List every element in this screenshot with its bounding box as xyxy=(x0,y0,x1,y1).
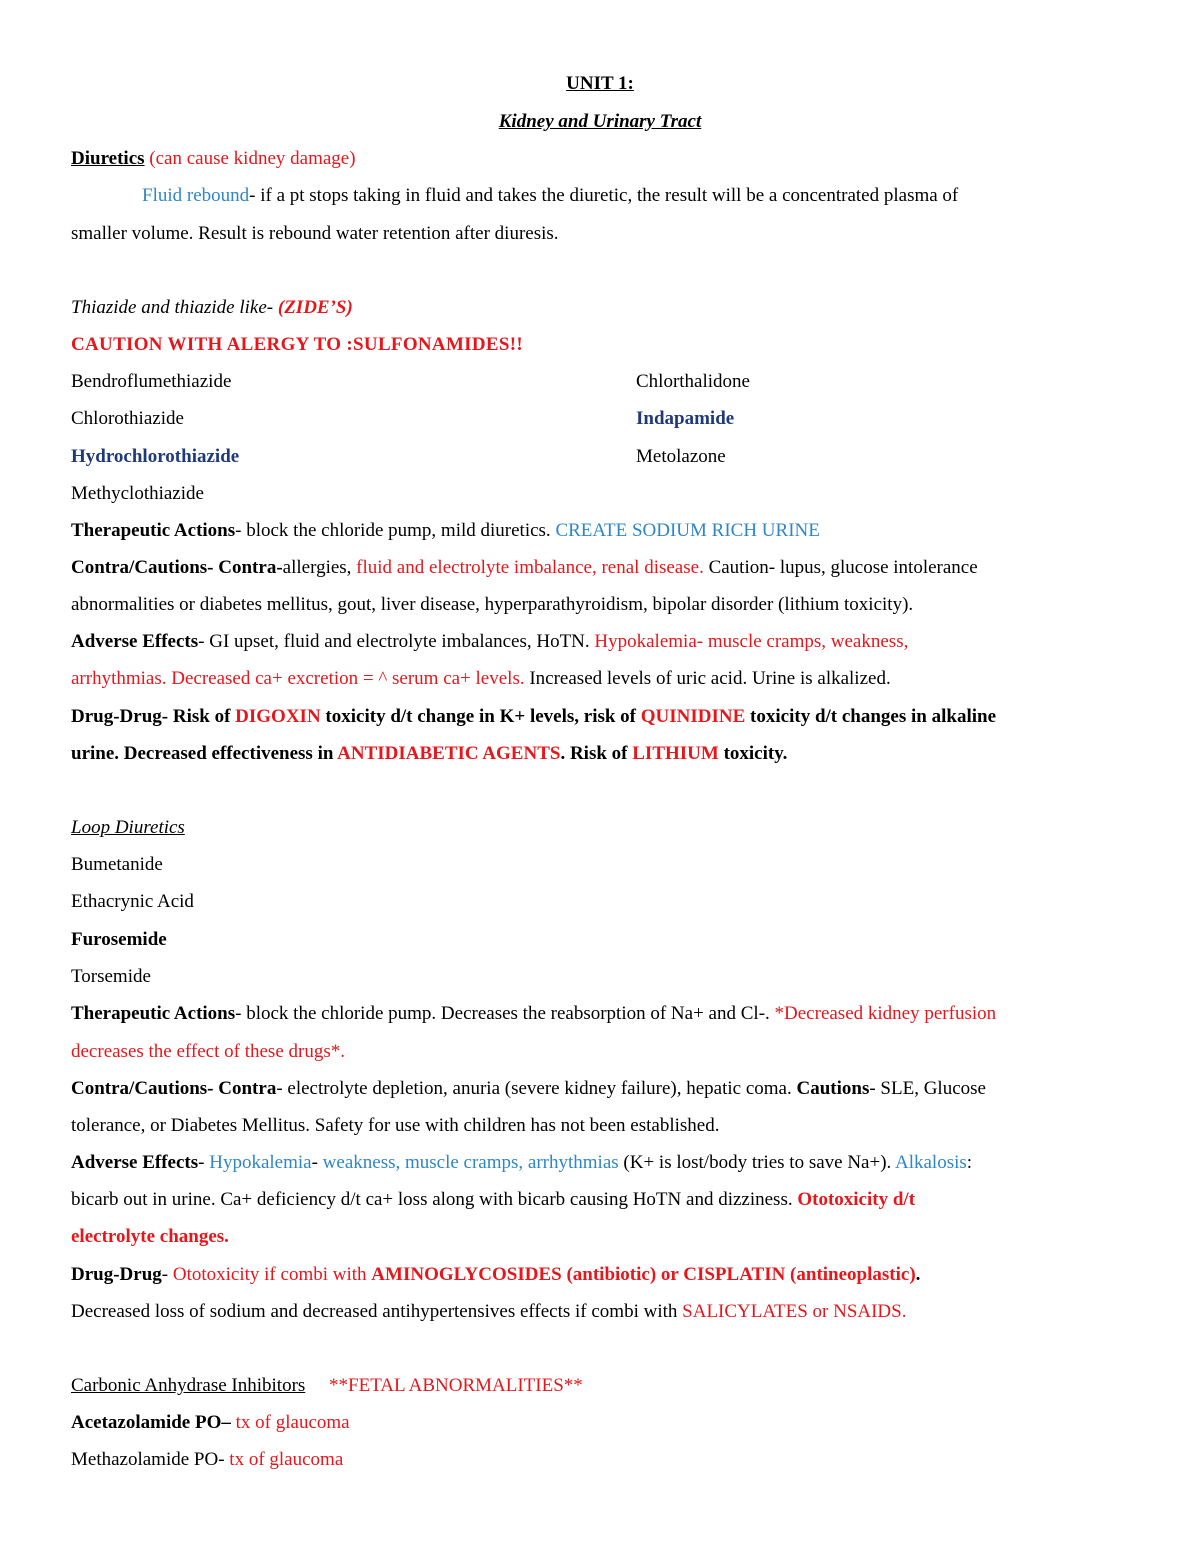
loop-therapeutic-text: - block the chloride pump. Decreases the reabsorption of Na+ and Cl-. xyxy=(235,1003,770,1024)
dd-text-6: toxicity. xyxy=(723,743,788,764)
loop-cautions-label: Cautions xyxy=(796,1078,870,1099)
loop-dd-text: Ototoxicity if combi with xyxy=(172,1264,367,1285)
dd-digoxin: DIGOXIN xyxy=(235,706,321,727)
thiazide-tag: (ZIDE’S) xyxy=(277,297,353,318)
thiazide-drug-row-3 xyxy=(71,445,1130,469)
therapeutic-text: - block the chloride pump, mild diuretics. xyxy=(235,520,551,541)
cai-heading-line xyxy=(71,1374,1130,1398)
loop-adverse-line: Adverse Effects- Hypokalemia- weakness, muscle cramps, arrhythmias (K+ is lost/body tries to save Na+). Alkalosis: xyxy=(71,1152,973,1173)
dd-lithium: LITHIUM xyxy=(632,743,719,764)
thiazide-adverse-line xyxy=(71,630,1130,654)
contra-label: Contra/Cautions- xyxy=(71,557,214,578)
thiazide-adverse-line-2 xyxy=(71,667,1130,691)
loop-therapeutic-label: Therapeutic Actions xyxy=(71,1003,236,1024)
dd-label: Drug-Drug- xyxy=(71,706,169,727)
cai-drug-1-line: Acetazolamide PO– tx of glaucoma xyxy=(71,1412,350,1433)
thiazide-heading-line xyxy=(71,296,1130,320)
fluid-rebound-line-2: smaller volume. Result is rebound water retention after diuresis. xyxy=(71,223,559,244)
fluid-rebound-line xyxy=(71,184,1130,208)
cai-warning: **FETAL ABNORMALITIES** xyxy=(329,1375,583,1396)
contra-text: allergies, xyxy=(282,557,352,578)
loop-therapeutic-highlight: *Decreased kidney perfusion xyxy=(774,1003,997,1024)
thiazide-drug-drug-line-2 xyxy=(71,742,1130,766)
drug-metolazone: Metolazone xyxy=(636,446,726,467)
contra-text-2: Caution- lupus, glucose intolerance xyxy=(708,557,978,578)
loop-dd-highlight: AMINOGLYCOSIDES (antibiotic) or CISPLATIN (antineoplastic) xyxy=(371,1264,916,1285)
adverse-highlight-2: arrhythmias. Decreased ca+ excretion = ^ serum ca+ levels. xyxy=(71,668,525,689)
loop-therapeutic-line-2: decreases the effect of these drugs*. xyxy=(71,1041,345,1062)
drug-methazolamide: Methazolamide PO- xyxy=(71,1449,225,1470)
page-title: UNIT 1: xyxy=(566,73,634,94)
thiazide-therapeutic-line xyxy=(71,519,1130,543)
diuretics-note: (can cause kidney damage) xyxy=(149,148,356,169)
drug-torsemide: Torsemide xyxy=(71,966,151,987)
thiazide-heading: Thiazide and thiazide like- xyxy=(71,297,274,318)
loop-contra-label: Contra/Cautions- xyxy=(71,1078,214,1099)
loop-adverse-text: (K+ is lost/body tries to save Na+). xyxy=(623,1152,892,1173)
thiazide-drug-drug-line xyxy=(71,705,1130,729)
loop-adverse-ototoxicity: Ototoxicity d/t xyxy=(797,1189,916,1210)
loop-dd-label: Drug-Drug xyxy=(71,1264,162,1285)
contra-sub: Contra- xyxy=(218,557,283,578)
drug-methyclothiazide: Methyclothiazide xyxy=(71,483,204,504)
loop-contra-text: - electrolyte depletion, anuria (severe kidney failure), hepatic coma. xyxy=(276,1078,792,1099)
drug-indapamide: Indapamide xyxy=(636,408,735,429)
loop-drug-drug-line: Drug-Drug- Ototoxicity if combi with AMINOGLYCOSIDES (antibiotic) or CISPLATIN (antineoplastic). xyxy=(71,1264,921,1285)
loop-adverse-line-3: electrolyte changes. xyxy=(71,1226,229,1247)
loop-cautions-text: - SLE, Glucose xyxy=(869,1078,986,1099)
drug-methazolamide-note: tx of glaucoma xyxy=(229,1449,344,1470)
dd-text-2: toxicity d/t change in K+ levels, risk of xyxy=(325,706,637,727)
fluid-rebound-text: - if a pt stops taking in fluid and takes the diuretic, the result will be a concentrated plasma of xyxy=(249,185,959,206)
adverse-label: Adverse Effects xyxy=(71,631,199,652)
loop-adverse-symptoms: weakness, muscle cramps, arrhythmias xyxy=(322,1152,619,1173)
thiazide-drug-row-1 xyxy=(71,370,1130,394)
thiazide-contra-line xyxy=(71,556,1130,580)
drug-acetazolamide: Acetazolamide PO xyxy=(71,1412,222,1433)
drug-bumetanide: Bumetanide xyxy=(71,854,163,875)
loop-adverse-label: Adverse Effects xyxy=(71,1152,199,1173)
thiazide-drug-row-2 xyxy=(71,407,1130,431)
loop-therapeutic-line xyxy=(71,1002,1130,1026)
dd-text-4: urine. Decreased effectiveness in xyxy=(71,743,334,764)
adverse-text: - GI upset, fluid and electrolyte imbalances, HoTN. xyxy=(198,631,590,652)
thiazide-contra-line-2: abnormalities or diabetes mellitus, gout, liver disease, hyperparathyroidism, bipolar disorder (lithium toxicity). xyxy=(71,594,914,615)
adverse-text-2: Increased levels of uric acid. Urine is alkalized. xyxy=(529,668,891,689)
loop-contra-line xyxy=(71,1077,1130,1101)
contra-highlight: fluid and electrolyte imbalance, renal disease. xyxy=(356,557,704,578)
cai-drug-2-line xyxy=(71,1448,1130,1472)
diuretics-heading-line xyxy=(71,147,1130,171)
dd-quinidine: QUINIDINE xyxy=(640,706,746,727)
page-subtitle: Kidney and Urinary Tract xyxy=(498,111,702,132)
dd-text-5: . Risk of xyxy=(560,743,628,764)
loop-adverse-hypokalemia: Hypokalemia xyxy=(209,1152,312,1173)
drug-chlorthalidone: Chlorthalidone xyxy=(636,371,750,392)
drug-chlorothiazide: Chlorothiazide xyxy=(71,408,184,429)
drug-bendroflumethiazide: Bendroflumethiazide xyxy=(71,371,232,392)
loop-adverse-line-2 xyxy=(71,1188,1130,1212)
loop-adverse-alkalosis: Alkalosis xyxy=(895,1152,967,1173)
cai-heading: Carbonic Anhydrase Inhibitors xyxy=(71,1375,306,1396)
dd-text-3: toxicity d/t changes in alkaline xyxy=(750,706,997,727)
therapeutic-highlight: CREATE SODIUM RICH URINE xyxy=(555,520,820,541)
drug-ethacrynic-acid: Ethacrynic Acid xyxy=(71,891,194,912)
drug-hydrochlorothiazide: Hydrochlorothiazide xyxy=(71,446,240,467)
diuretics-heading: Diuretics xyxy=(71,148,145,169)
drug-furosemide: Furosemide xyxy=(71,929,167,950)
loop-drug-drug-line-2 xyxy=(71,1300,1130,1324)
loop-dd-highlight-2: SALICYLATES or NSAIDS. xyxy=(682,1301,907,1322)
adverse-highlight: Hypokalemia- muscle cramps, weakness, xyxy=(594,631,909,652)
loop-adverse-text-2: bicarb out in urine. Ca+ deficiency d/t ca+ loss along with bicarb causing HoTN and dizziness. xyxy=(71,1189,793,1210)
loop-contra-sub: Contra xyxy=(218,1078,277,1099)
loop-dd-text-2: Decreased loss of sodium and decreased antihypertensives effects if combi with xyxy=(71,1301,678,1322)
sulfonamide-caution: CAUTION WITH ALERGY TO :SULFONAMIDES!! xyxy=(71,334,523,355)
drug-acetazolamide-note: tx of glaucoma xyxy=(235,1412,350,1433)
dd-antidiabetic: ANTIDIABETIC AGENTS xyxy=(337,743,561,764)
fluid-rebound-term: Fluid rebound xyxy=(142,185,250,206)
therapeutic-label: Therapeutic Actions xyxy=(71,520,236,541)
loop-contra-line-2: tolerance, or Diabetes Mellitus. Safety for use with children has not been established. xyxy=(71,1115,720,1136)
loop-heading: Loop Diuretics xyxy=(71,817,185,838)
dd-text-1: Risk of xyxy=(172,706,231,727)
